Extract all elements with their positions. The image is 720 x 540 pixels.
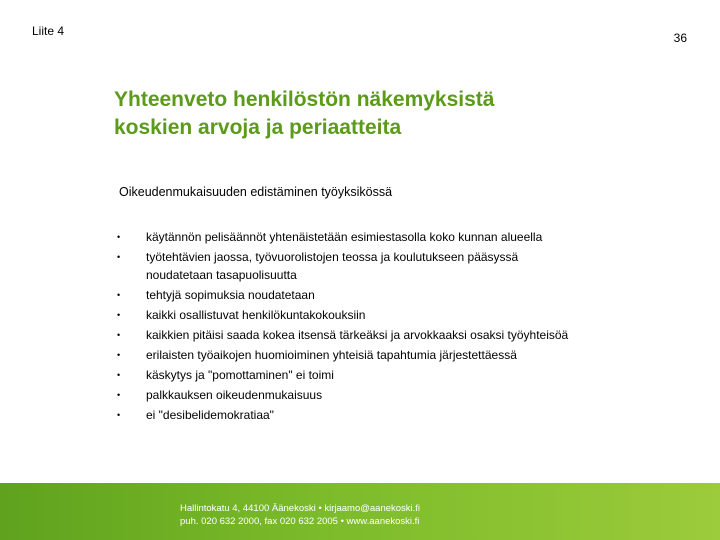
list-item <box>116 249 676 284</box>
bullet-marker: • <box>117 289 121 300</box>
footer-address: Hallintokatu 4, 44100 Äänekoski • kirjaamo@aanekoski.fi <box>180 503 421 514</box>
section-heading: Oikeudenmukaisuuden edistäminen työyksikössä <box>119 185 393 199</box>
bullet-text-line: ei "desibelidemokratiaa" <box>146 408 274 423</box>
bullet-text <box>146 287 676 305</box>
list-item <box>116 327 676 345</box>
bullet-marker: • <box>117 232 121 242</box>
bullet-marker: • <box>117 349 121 360</box>
bullet-text <box>146 327 676 345</box>
bullet-text-line: käytännön pelisäännöt yhtenäistetään esimiestasolla koko kunnan alueella <box>146 230 543 244</box>
bullet-text <box>146 229 676 247</box>
bullet-text <box>146 307 676 325</box>
bullet-text-line: tehtyjä sopimuksia noudatetaan <box>146 287 315 302</box>
bullet-list <box>116 229 676 427</box>
list-item <box>116 347 676 365</box>
footer-contact: puh. 020 632 2000, fax 020 632 2005 • www.aanekoski.fi <box>180 516 420 527</box>
bullet-text-line: käskytys ja "pomottaminen" ei toimi <box>146 368 334 383</box>
footer-band <box>0 483 720 540</box>
bullet-marker: • <box>117 410 121 421</box>
bullet-text <box>146 249 676 284</box>
bullet-text-line: kaikkien pitäisi saada kokea itsensä tärkeäksi ja arvokkaaksi osaksi työyhteisöä <box>146 327 569 342</box>
bullet-text <box>146 387 676 405</box>
page-number: 36 <box>673 31 687 45</box>
bullet-text <box>146 347 676 365</box>
page-title-line-1: Yhteenveto henkilöstön näkemyksistä <box>114 88 495 111</box>
bullet-text <box>146 407 676 425</box>
list-item <box>116 287 676 305</box>
list-item <box>116 307 676 325</box>
bullet-text-line: kaikki osallistuvat henkilökuntakokouksiin <box>146 307 366 322</box>
list-item <box>116 387 676 405</box>
bullet-text <box>146 367 676 385</box>
bullet-text-line: erilaisten työaikojen huomioiminen yhteisiä tapahtumia järjestettäessä <box>146 347 517 362</box>
appendix-label: Liite 4 <box>32 24 65 38</box>
bullet-marker: • <box>117 329 121 340</box>
bullet-marker: • <box>117 370 121 381</box>
list-item <box>116 407 676 425</box>
bullet-text-line: noudatetaan tasapuolisuutta <box>146 267 297 282</box>
bullet-text-line: palkkauksen oikeudenmukaisuus <box>146 388 323 403</box>
list-item <box>116 229 676 247</box>
bullet-text-line: työtehtävien jaossa, työvuorolistojen teossa ja koulutukseen pääsyssä <box>146 250 519 265</box>
bullet-marker: • <box>117 252 121 263</box>
list-item <box>116 367 676 385</box>
bullet-marker: • <box>117 309 121 320</box>
bullet-marker: • <box>117 390 121 401</box>
page-title-line-2: koskien arvoja ja periaatteita <box>114 116 402 139</box>
page-title <box>114 86 674 142</box>
